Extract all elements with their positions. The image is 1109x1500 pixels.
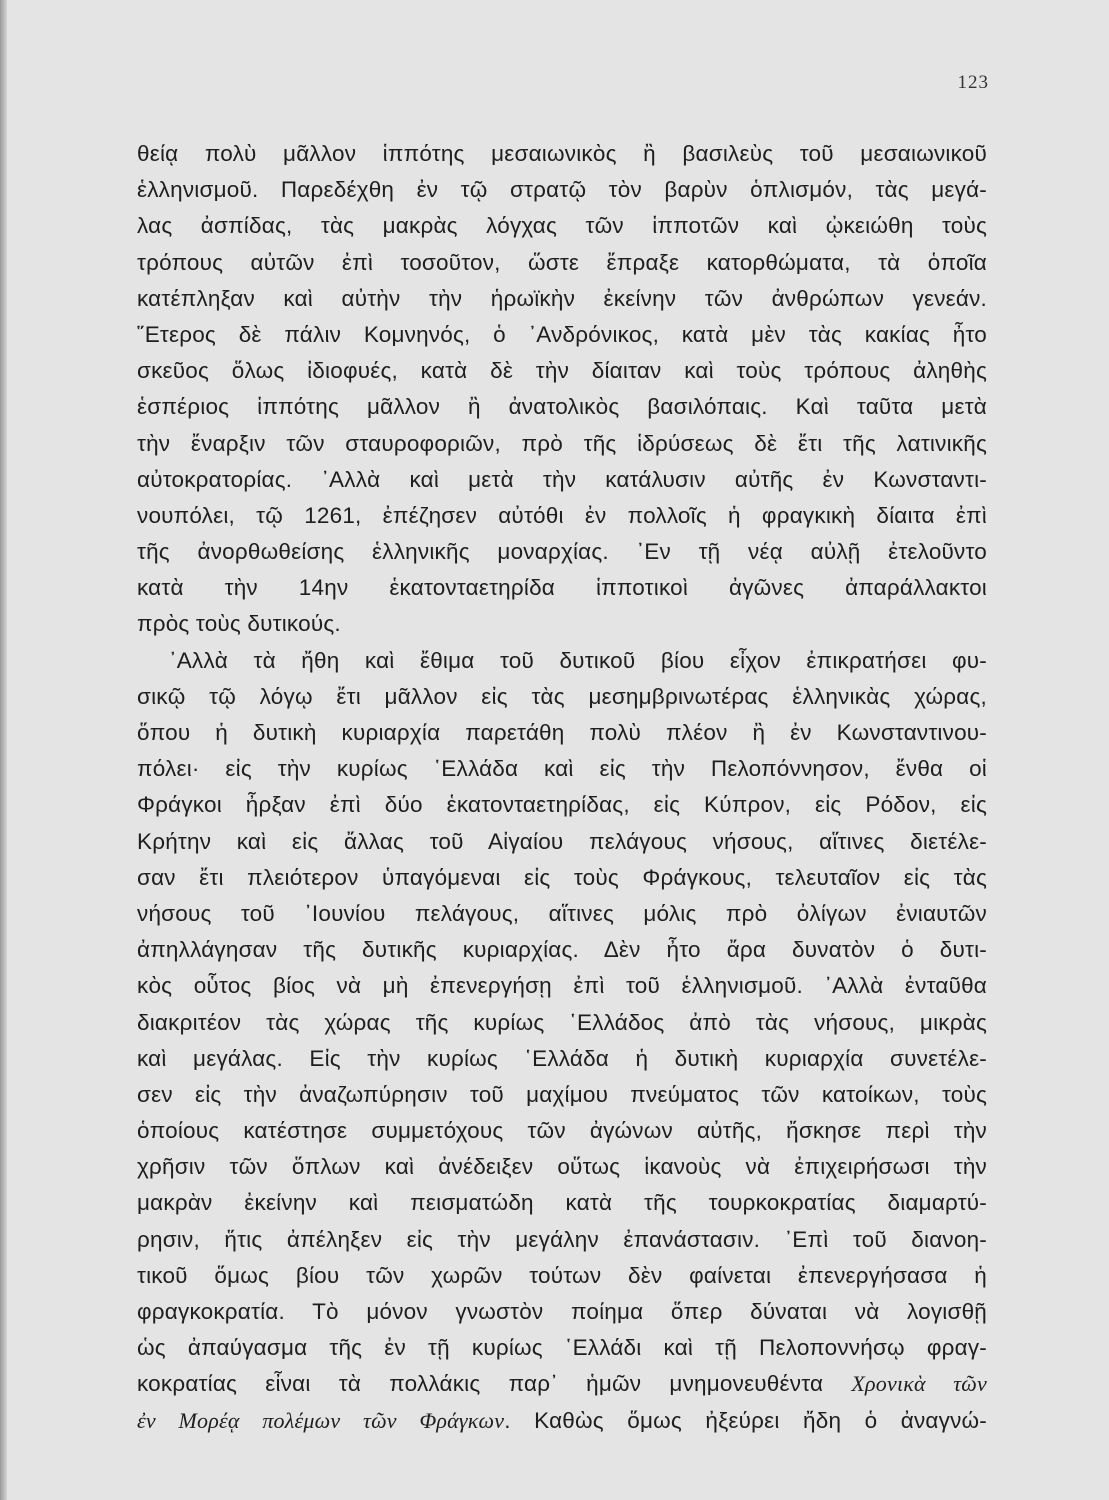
text-segment: σεν εἰς τὴν ἀναζωπύρησιν τοῦ μαχίμου πνεύματος τῶν κατοίκων, τοὺς — [137, 1081, 987, 1107]
text-line — [137, 1149, 987, 1185]
text-segment: κατέπληξαν καὶ αὐτὴν τὴν ἡρωϊκὴν ἐκείνην τῶν ἀνθρώπων γενεάν. — [137, 285, 987, 311]
text-segment: σαν ἔτι πλειότερον ὑπαγόμεναι εἰς τοὺς Φράγκους, τελευταῖον εἰς τὰς — [137, 864, 987, 890]
text-line — [137, 1113, 987, 1149]
text-segment: ἑσπέριος ἱππότης μᾶλλον ἢ ἀνατολικὸς βασιλόπαις. Καὶ ταῦτα μετὰ — [137, 394, 987, 420]
text-line — [137, 1403, 987, 1439]
text-line — [137, 208, 987, 244]
text-segment: ᾿Αλλὰ τὰ ἤθη καὶ ἔθιμα τοῦ δυτικοῦ βίου εἶχον ἐπικρατήσει φυ- — [169, 647, 987, 673]
text-line — [137, 751, 987, 787]
italic-title-text: Χρονικὰ τῶν — [851, 1371, 987, 1397]
text-line — [137, 1258, 987, 1294]
text-line — [137, 1185, 987, 1221]
text-line — [137, 932, 987, 968]
text-line — [137, 136, 987, 172]
text-line — [137, 1366, 987, 1402]
text-segment: σκεῦος ὅλως ἰδιοφυές, κατὰ δὲ τὴν δίαιταν καὶ τοὺς τρόπους ἀληθὴς — [137, 358, 987, 384]
text-segment: λας ἀσπίδας, τὰς μακρὰς λόγχας τῶν ἱπποτῶν καὶ ᾠκειώθη τοὺς — [137, 213, 987, 239]
text-line — [137, 824, 987, 860]
text-segment: κὸς οὗτος βίος νὰ μὴ ἐπενεργήσῃ ἐπὶ τοῦ ἑλληνισμοῦ. ᾿Αλλὰ ἐνταῦθα — [137, 973, 987, 999]
text-segment: πρὸς τοὺς δυτικούς. — [137, 611, 341, 637]
text-line — [137, 570, 987, 606]
page-number: 123 — [957, 72, 989, 93]
text-line — [137, 534, 987, 570]
italic-title-text: ἐν Μορέᾳ πολέμων τῶν Φράγκων — [137, 1407, 505, 1433]
text-segment: τῆς ἀνορθωθείσης ἑλληνικῆς μοναρχίας. ᾿Εν τῇ νέᾳ αὐλῇ ἐτελοῦντο — [137, 539, 987, 565]
text-segment: τρόπους αὐτῶν ἐπὶ τοσοῦτον, ὥστε ἔπραξε κατορθώματα, τὰ ὁποῖα — [137, 249, 987, 275]
text-line — [137, 498, 987, 534]
text-segment: διακριτέον τὰς χώρας τῆς κυρίως ῾Ελλάδος ἀπὸ τὰς νήσους, μικρὰς — [137, 1009, 987, 1035]
text-line — [137, 1041, 987, 1077]
text-segment: καὶ μεγάλας. Εἰς τὴν κυρίως ῾Ελλάδα ἡ δυτικὴ κυριαρχία συνετέλε- — [137, 1045, 987, 1071]
text-segment: σικῷ τῷ λόγῳ ἔτι μᾶλλον εἰς τὰς μεσημβρινωτέρας ἑλληνικὰς χώρας, — [137, 683, 987, 709]
text-line — [137, 787, 987, 823]
text-segment: ῞Ετερος δὲ πάλιν Κομνηνός, ὁ ᾿Ανδρόνικος, κατὰ μὲν τὰς κακίας ἦτο — [137, 321, 987, 347]
text-line — [137, 426, 987, 462]
text-segment: ἀπηλλάγησαν τῆς δυτικῆς κυριαρχίας. Δὲν ἦτο ἄρα δυνατὸν ὁ δυτι- — [137, 937, 987, 963]
text-segment: νήσους τοῦ ᾿Ιουνίου πελάγους, αἵτινες μόλις πρὸ ὀλίγων ἐνιαυτῶν — [137, 900, 987, 926]
text-segment: Φράγκοι ἦρξαν ἐπὶ δύο ἑκατονταετηρίδας, εἰς Κύπρον, εἰς Ρόδον, εἰς — [137, 792, 987, 818]
text-segment: τικοῦ ὅμως βίου τῶν χωρῶν τούτων δὲν φαίνεται ἐπενεργήσασα ἡ — [137, 1262, 987, 1288]
text-line — [137, 353, 987, 389]
text-segment: ἑλληνισμοῦ. Παρεδέχθη ἐν τῷ στρατῷ τὸν βαρὺν ὁπλισμόν, τὰς μεγά- — [137, 177, 987, 203]
text-line — [137, 1005, 987, 1041]
text-line — [137, 1330, 987, 1366]
text-segment: κατὰ τὴν 14ην ἑκατονταετηρίδα ἱπποτικοὶ ἀγῶνες ἀπαράλλακτοι — [137, 575, 987, 601]
text-segment: νουπόλει, τῷ 1261, ἐπέζησεν αὐτόθι ἐν πολλοῖς ἡ φραγκικὴ δίαιτα ἐπὶ — [137, 502, 987, 528]
text-segment: αὐτοκρατορίας. ᾿Αλλὰ καὶ μετὰ τὴν κατάλυσιν αὐτῆς ἐν Κωνσταντι- — [137, 466, 987, 492]
page-edge-shadow — [0, 0, 7, 1500]
text-line — [137, 715, 987, 751]
text-line — [137, 860, 987, 896]
text-segment: μακρὰν ἐκείνην καὶ πεισματώδη κατὰ τῆς τουρκοκρατίας διαμαρτύ- — [137, 1190, 987, 1216]
text-line — [137, 172, 987, 208]
text-segment: θείᾳ πολὺ μᾶλλον ἱππότης μεσαιωνικὸς ἢ βασιλεὺς τοῦ μεσαιωνικοῦ — [137, 141, 987, 166]
text-segment: ὅπου ἡ δυτικὴ κυριαρχία παρετάθη πολὺ πλέον ἢ ἐν Κωνσταντινου- — [137, 720, 987, 745]
text-segment: πόλει· εἰς τὴν κυρίως ῾Ελλάδα καὶ εἰς τὴν Πελοπόννησον, ἔνθα οἱ — [137, 756, 987, 782]
text-line — [137, 606, 987, 642]
text-segment: Κρήτην καὶ εἰς ἄλλας τοῦ Αἰγαίου πελάγους νήσους, αἵτινες διετέλε- — [137, 828, 987, 854]
text-line — [137, 1077, 987, 1113]
text-segment: ὡς ἀπαύγασμα τῆς ἐν τῇ κυρίως ῾Ελλάδι καὶ τῇ Πελοποννήσῳ φραγ- — [137, 1335, 987, 1361]
text-segment: ὁποίους κατέστησε συμμετόχους τῶν ἀγώνων αὐτῆς, ἤσκησε περὶ τὴν — [137, 1118, 987, 1144]
text-line — [137, 317, 987, 353]
text-line — [137, 1222, 987, 1258]
text-segment: κοκρατίας εἶναι τὰ πολλάκις παρ᾽ ἡμῶν μνημονευθέντα — [137, 1371, 852, 1397]
text-line — [137, 643, 987, 679]
text-segment: τὴν ἔναρξιν τῶν σταυροφοριῶν, πρὸ τῆς ἱδρύσεως δὲ ἔτι τῆς λατινικῆς — [137, 430, 987, 456]
text-line — [137, 389, 987, 425]
text-line — [137, 245, 987, 281]
text-line — [137, 1294, 987, 1330]
text-segment: . Καθὼς ὅμως ἠξεύρει ἤδη ὁ ἀναγνώ- — [504, 1407, 987, 1433]
text-line — [137, 679, 987, 715]
text-line — [137, 462, 987, 498]
text-line — [137, 896, 987, 932]
text-line — [137, 968, 987, 1004]
text-line — [137, 281, 987, 317]
text-segment: ρησιν, ἥτις ἀπέληξεν εἰς τὴν μεγάλην ἐπανάστασιν. ᾿Επὶ τοῦ διανοη- — [137, 1226, 987, 1252]
text-segment: φραγκοκρατία. Τὸ μόνον γνωστὸν ποίημα ὅπερ δύναται νὰ λογισθῇ — [137, 1299, 987, 1324]
text-segment: χρῆσιν τῶν ὅπλων καὶ ἀνέδειξεν οὕτως ἱκανοὺς νὰ ἐπιχειρήσωσι τὴν — [137, 1154, 987, 1180]
body-text — [137, 136, 987, 1439]
